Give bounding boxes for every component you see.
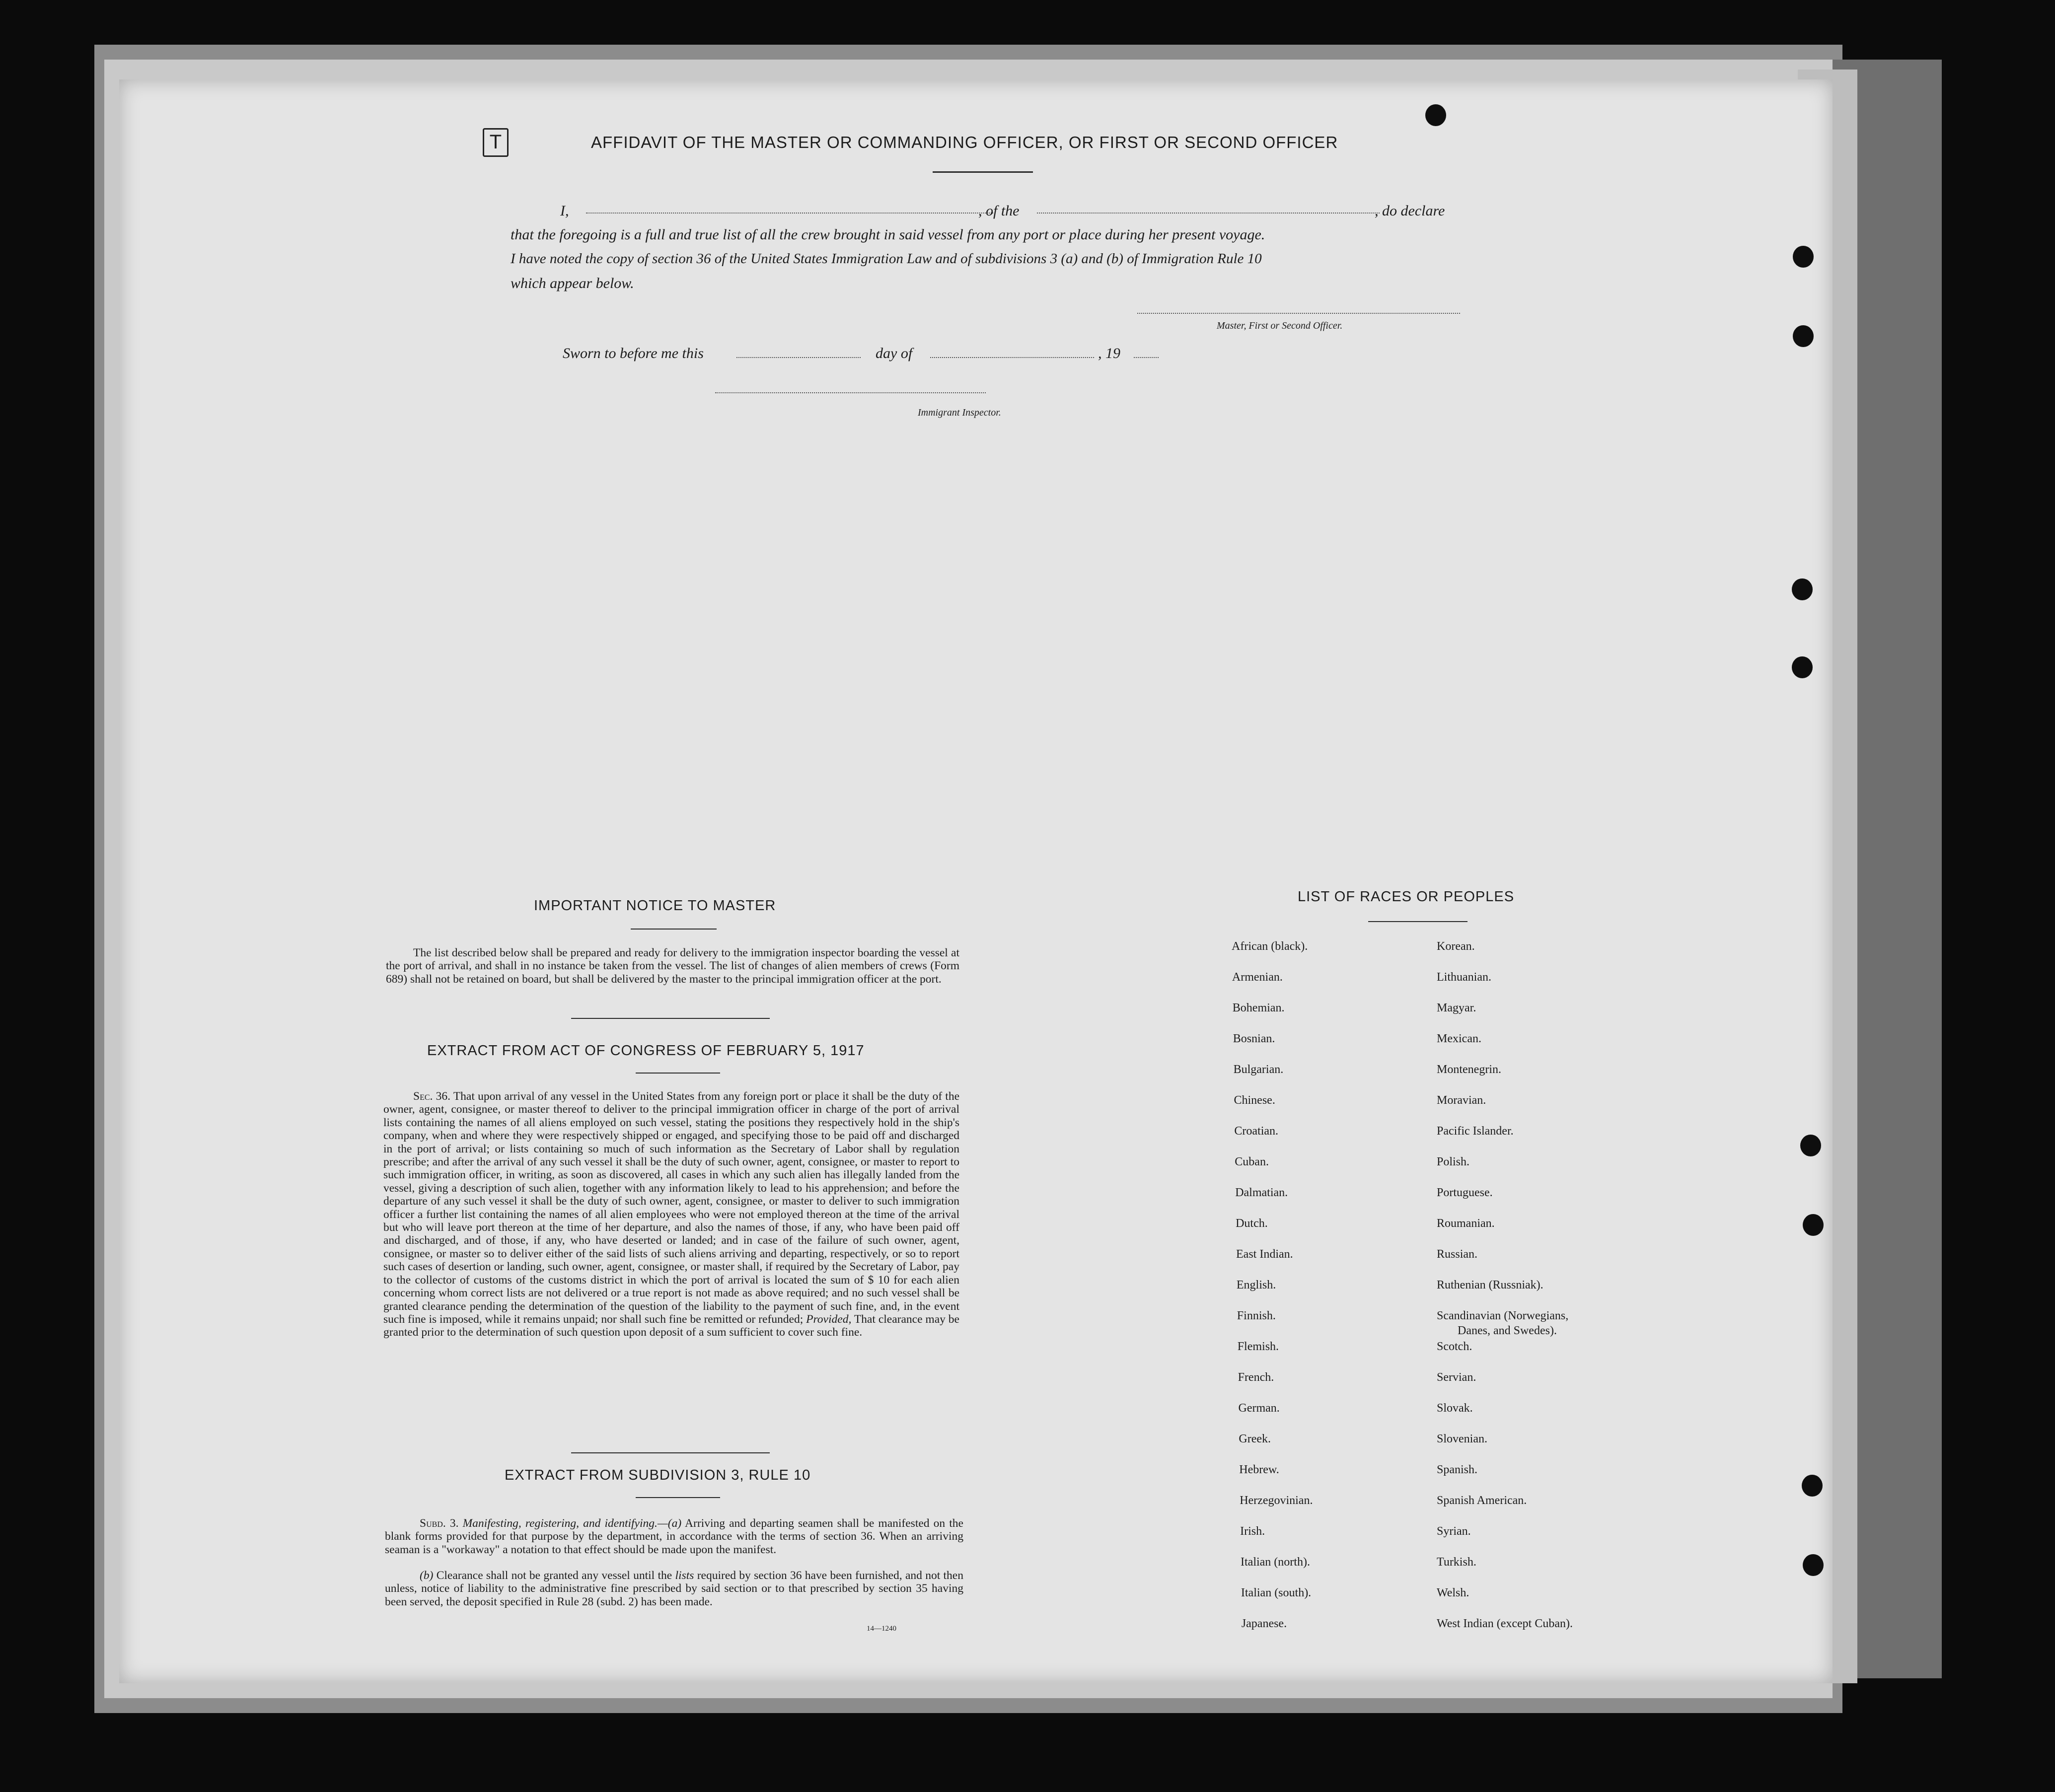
declaration-of-the: , of the [978, 203, 1020, 219]
act-section-label: Sec. 36. [413, 1090, 450, 1103]
punch-hole [1803, 1214, 1824, 1236]
race-item: West Indian (except Cuban). [1437, 1617, 1573, 1630]
race-item: East Indian. [1236, 1248, 1293, 1261]
race-item: Flemish. [1237, 1340, 1279, 1353]
act-underline [636, 1073, 720, 1074]
notice-text: The list described below shall be prepared and ready for delivery to the immigration inspector boarding the vessel at the port of arrival, and shall in no instance be taken from the vessel. The list of changes of alien members of crews (Form 689) shall not be retained on board, but shall be delivered by the master to the principal immigration officer at the port. [386, 946, 959, 986]
sworn-month-field[interactable] [930, 357, 1094, 358]
declaration-line-3: I have noted the copy of section 36 of the United States Immigration Law and of subdivisions 3 (a) and (b) of Immigration Rule 10 [511, 251, 1262, 267]
inspector-signature-field[interactable] [715, 392, 986, 393]
race-item: Korean. [1437, 940, 1475, 953]
sworn-line [563, 341, 1178, 366]
race-item: French. [1238, 1371, 1274, 1384]
race-item: Greek. [1239, 1433, 1271, 1445]
race-item: Danes, and Swedes). [1458, 1324, 1557, 1337]
race-item: German. [1238, 1402, 1280, 1415]
race-item: Bosnian. [1233, 1032, 1275, 1045]
race-item: Finnish. [1237, 1309, 1276, 1322]
name-field[interactable] [586, 213, 993, 214]
rule-para-a: Arriving and departing seamen shall be manifested on the blank forms provided for that purpose by the department, in accordance with the terms of section 36. When an arriving seaman is a "workaway" a notation to that effect should be made upon the manifest. [385, 1517, 963, 1556]
race-item: Moravian. [1437, 1094, 1486, 1107]
act-body-end: That clearance may be granted prior to the determination of such question upon deposit of a sum sufficient to cover such fine. [383, 1312, 959, 1339]
rule-para-b-lists: lists [675, 1569, 694, 1582]
declaration-declare: , do declare [1375, 203, 1445, 219]
punch-hole [1792, 656, 1813, 678]
race-item: Scotch. [1437, 1340, 1472, 1353]
race-item: Japanese. [1241, 1617, 1287, 1630]
race-item: Hebrew. [1239, 1463, 1279, 1476]
race-item: Italian (north). [1241, 1556, 1310, 1569]
race-item: Syrian. [1437, 1525, 1471, 1538]
document-page [119, 79, 1833, 1683]
race-item: Slovenian. [1437, 1433, 1487, 1445]
race-item: Croatian. [1234, 1125, 1279, 1138]
race-item: Polish. [1437, 1155, 1470, 1168]
punch-hole [1792, 578, 1813, 600]
race-item: Ruthenian (Russniak). [1437, 1279, 1543, 1291]
race-item: African (black). [1232, 940, 1308, 953]
race-item: Bohemian. [1232, 1002, 1285, 1014]
form-number: 14—1240 [867, 1625, 896, 1633]
act-divider [571, 1452, 770, 1453]
race-item: Bulgarian. [1233, 1063, 1284, 1076]
race-item: Montenegrin. [1437, 1063, 1501, 1076]
act-text [383, 1090, 959, 1339]
rule-subd-title: Manifesting, registering, and identifying.—(a) [462, 1517, 682, 1530]
race-item: Roumanian. [1437, 1217, 1495, 1230]
punch-hole [1802, 1475, 1823, 1497]
corner-mark: T [483, 128, 509, 157]
rule-para-b-label: (b) [420, 1569, 434, 1582]
rule-text-a [385, 1517, 963, 1556]
declaration-line-1 [560, 199, 1464, 223]
race-item: Welsh. [1437, 1586, 1469, 1599]
rule-para-b-1: Clearance shall not be granted any vessel until the [436, 1569, 672, 1582]
act-provided: Provided, [806, 1312, 852, 1326]
master-signature-label: Master, First or Second Officer. [1217, 320, 1343, 331]
rule-para-b-2: required by section 36 have been furnished, and not then unless, notice of liability to the administrative fine prescribed by said section or to that prescribed by section 35 having been served, the deposit specified in Rule 28 (subd. 2) has been made. [385, 1569, 963, 1608]
declaration-line-2: that the foregoing is a full and true list of all the crew brought in said vessel from any port or place during her present voyage. [511, 226, 1265, 243]
title-underline [933, 171, 1033, 173]
races-title: LIST OF RACES OR PEOPLES [1298, 889, 1515, 905]
affidavit-title: AFFIDAVIT OF THE MASTER OR COMMANDING OFFICER, OR FIRST OR SECOND OFFICER [591, 133, 1338, 151]
races-underline [1368, 921, 1468, 922]
notice-title: IMPORTANT NOTICE TO MASTER [534, 898, 776, 914]
race-item: Turkish. [1437, 1556, 1476, 1569]
notice-underline [631, 929, 717, 930]
rule-underline [636, 1497, 720, 1498]
race-item: Cuban. [1235, 1155, 1269, 1168]
act-body: That upon arrival of any vessel in the United States from any foreign port or place it shall be the duty of the owner, agent, consignee, or master thereof to deliver to the principal immigration officer in charge of the port of arrival lists containing the names of all aliens employed on such vessel, stating the positions they respectively hold in the ship's company, when and where they were respectively shipped or engaged, and specifying those to be paid off and discharged in the port of arrival; or lists containing so much of such information as the Secretary of Labor shall by regulation prescribe; and after the arrival of any such vessel it shall be the duty of such owner, agent, consignee, or master to report to such immigration officer, in writing, as soon as discovered, all cases in which any such alien has illegally landed from the vessel, giving a description of such alien, together with any information likely to lead to his apprehension; and before the departure of any such vessel it shall be the duty of such owner, agent, consignee, or master to deliver to such immigration officer a further list containing the names of all alien employees who were not employed thereon at the time of the arrival but who will leave port thereon at the time of her departure, and also the names of those, if any, who have been paid off and discharged, and of those, if any, who have deserted or landed; and in case of the failure of such owner, agent, consignee, or master so to deliver either of the said lists of such aliens arriving and departing, respectively, or so to report such cases of desertion or landing, such owner, agent, consignee, or master shall, if required by the Secretary of Labor, pay to the collector of customs of the customs district in which the port of arrival is located the sum of $ 10 for each alien concerning whom correct lists are not delivered or a true report is not made as above required; and no such vessel shall be granted clearance pending the determination of the question of the liability to the payment of such fine, and, in the event such fine is imposed, while it remains unpaid; nor shall such fine be remitted or refunded; [383, 1090, 960, 1326]
race-item: Pacific Islander. [1437, 1125, 1514, 1138]
race-item: Armenian. [1232, 971, 1283, 984]
race-item: Mexican. [1437, 1032, 1481, 1045]
race-item: Lithuanian. [1437, 971, 1491, 984]
sworn-prefix: Sworn to before me this [563, 345, 704, 361]
race-item: Italian (south). [1241, 1586, 1312, 1599]
punch-hole [1793, 246, 1814, 268]
race-item: Portuguese. [1437, 1186, 1493, 1199]
declaration-line-4: which appear below. [511, 275, 634, 291]
race-item: Spanish. [1437, 1463, 1478, 1476]
punch-hole [1425, 104, 1446, 126]
position-field[interactable] [1037, 213, 1380, 214]
sworn-year-field[interactable] [1134, 357, 1159, 358]
sworn-day-field[interactable] [736, 357, 861, 358]
rule-text-b [385, 1569, 963, 1608]
master-signature-field[interactable] [1137, 313, 1460, 314]
punch-hole [1793, 325, 1814, 347]
act-title: EXTRACT FROM ACT OF CONGRESS OF FEBRUARY 5, 1917 [427, 1043, 865, 1059]
race-item: Chinese. [1234, 1094, 1275, 1107]
race-item: Herzegovinian. [1240, 1494, 1313, 1507]
race-item: Russian. [1437, 1248, 1478, 1261]
declaration-i: I, [560, 203, 569, 219]
race-item: Spanish American. [1437, 1494, 1527, 1507]
race-item: Magyar. [1437, 1002, 1476, 1014]
inspector-label: Immigrant Inspector. [918, 407, 1001, 418]
race-item: English. [1236, 1279, 1276, 1291]
race-item: Slovak. [1437, 1402, 1473, 1415]
sworn-year: , 19 [1098, 345, 1120, 361]
race-item: Irish. [1240, 1525, 1265, 1538]
rule-subd-label: Subd. 3. [420, 1517, 459, 1530]
punch-hole [1800, 1135, 1821, 1156]
race-item: Dalmatian. [1235, 1186, 1288, 1199]
notice-divider [571, 1018, 770, 1019]
race-item: Servian. [1437, 1371, 1476, 1384]
sworn-day-of: day of [876, 345, 913, 361]
race-item: Scandinavian (Norwegians, [1437, 1309, 1569, 1322]
rule-title: EXTRACT FROM SUBDIVISION 3, RULE 10 [505, 1467, 811, 1483]
punch-hole [1803, 1554, 1824, 1576]
race-item: Dutch. [1236, 1217, 1268, 1230]
